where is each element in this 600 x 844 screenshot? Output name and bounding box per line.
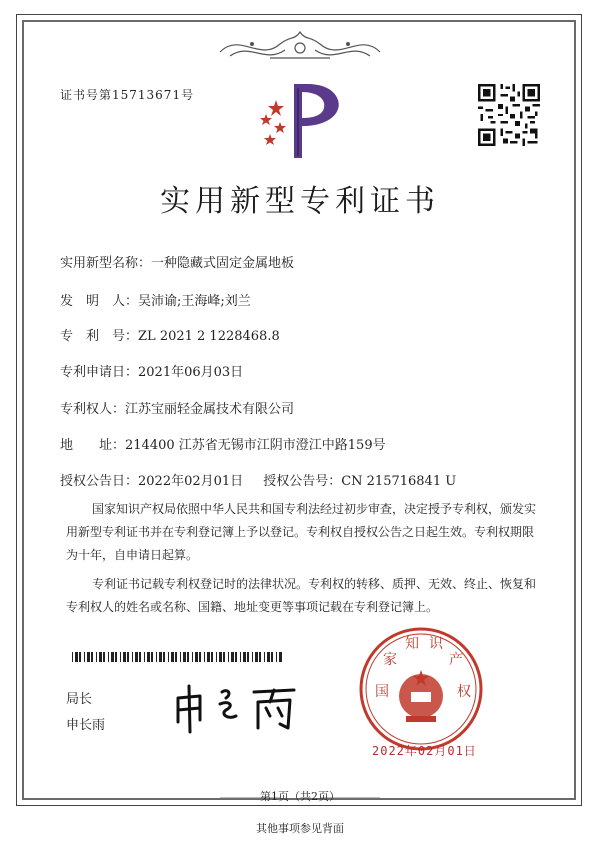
grant-number-value: CN 215716841 U [341,474,457,489]
handwritten-signature-icon [170,680,310,738]
svg-text:国: 国 [375,684,389,700]
page-number: 第1页（共2页） [260,790,340,803]
body-paragraph: 国家知识产权局依照中华人民共和国专利法经过初步审查，决定授予专利权，颁发实用新型专利证书并在专利登记簿上予以登记。专利权自授权公告之日起生效。专利权期限为十年，自申请日起算。 [66,502,537,562]
cnipa-logo-icon [250,78,346,168]
inventors-value: 吴沛谕;王海峰;刘兰 [138,294,251,309]
svg-text:家: 家 [383,652,397,668]
svg-text:识: 识 [429,636,443,652]
certificate-title: 实用新型专利证书 [160,184,440,219]
qr-code-icon [478,84,540,146]
utility-model-name-row [60,252,294,271]
body-paragraph: 专利证书记载专利权登记时的法律状况。专利权的转移、质押、无效、终止、恢复和专利权人的姓名或名称、国籍、地址变更等事项记载在专利登记簿上。 [66,577,537,614]
address-label: 地 址： [60,438,126,453]
utility-model-name-value: 一种隐藏式固定金属地板 [151,256,295,271]
svg-text:产: 产 [449,652,463,668]
certificate-number: 证书号第15713671号 [60,88,195,102]
patent-number-label: 专 利 号： [60,329,139,344]
grant-date-value: 2022年02月01日 [138,474,244,489]
patentee-value: 江苏宝丽轻金属技术有限公司 [125,402,295,417]
signatory-name: 申长雨 [66,718,106,733]
patentee-label: 专利权人： [60,402,126,417]
utility-model-name-label: 实用新型名称： [60,256,152,271]
top-ornament-icon [210,22,390,68]
filing-date-label: 专利申请日： [60,365,139,380]
filing-date-value: 2021年06月03日 [138,365,244,380]
grant-number-label: 授权公告号： [263,474,342,489]
patentee-row [60,398,294,417]
official-seal-icon [356,624,486,754]
certificate-body [66,498,540,619]
inventors-label: 发 明 人： [60,294,139,309]
signatory-title: 局长 [66,692,93,707]
filing-date-row [60,361,243,380]
svg-text:权: 权 [457,684,471,700]
back-note: 其他事项参见背面 [256,822,344,835]
address-row [60,434,386,453]
seal-date: 2022年02月01日 [372,744,477,758]
grant-date-label: 授权公告日： [60,474,139,489]
barcode-icon [72,652,284,662]
address-value: 214400 江苏省无锡市江阴市澄江中路159号 [125,438,386,453]
svg-text:知: 知 [405,636,419,652]
inventors-row [60,290,251,309]
patent-number-row [60,325,280,344]
grant-row [60,470,456,489]
patent-number-value: ZL 2021 2 1228468.8 [138,329,280,344]
